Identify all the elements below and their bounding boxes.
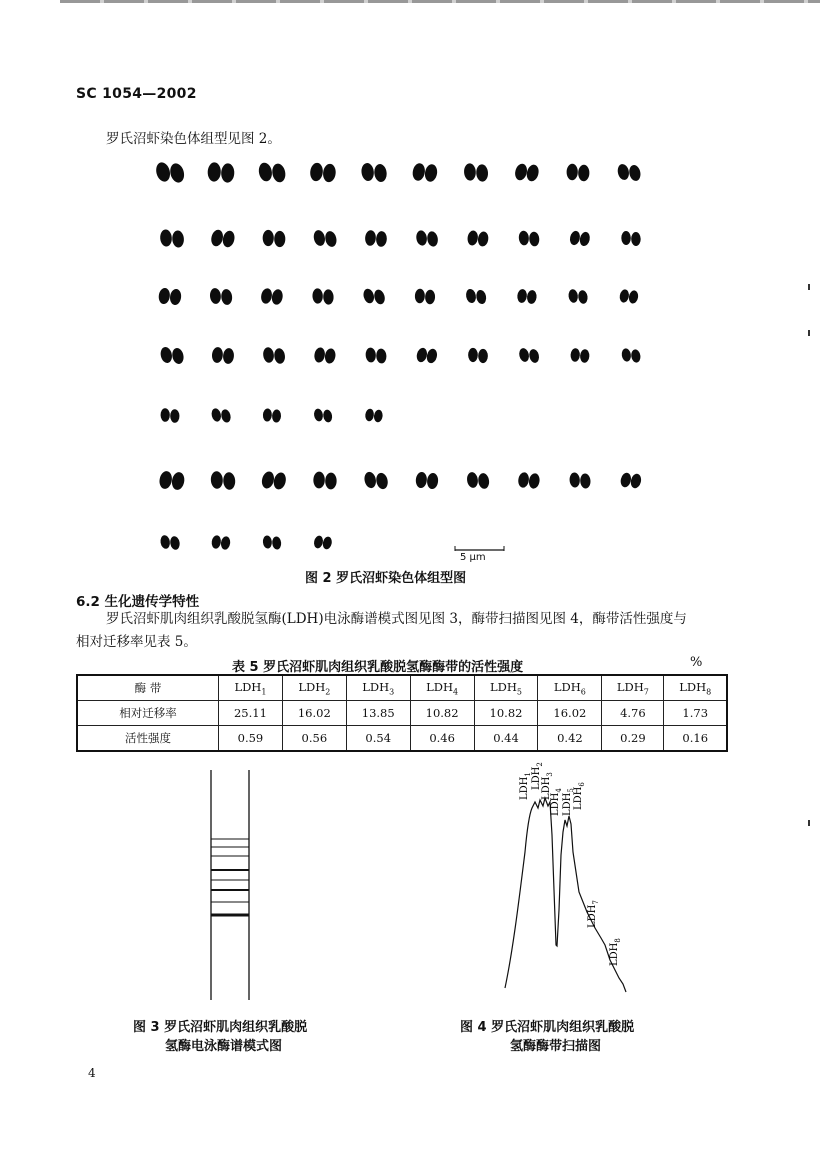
peak-label: $LDH_3$	[541, 772, 554, 800]
table-cell: 0.46	[410, 726, 474, 752]
chromosome-pair	[210, 407, 232, 423]
chromosome-pair	[569, 472, 591, 489]
chromosome-pair	[159, 346, 185, 365]
chromosome-pair	[517, 289, 538, 305]
figure2-caption: 图 2 罗氏沼虾染色体组型图	[305, 571, 467, 586]
section-paragraph-line2: 相对迁移率见表 5。	[76, 634, 197, 650]
chromosome-pair	[411, 162, 438, 182]
chromosome-pair	[257, 162, 287, 184]
figure4-caption-line1: 图 4 罗氏沼虾肌肉组织乳酸脱	[460, 1020, 635, 1035]
table-cell: 10.82	[474, 701, 538, 726]
table-cell: 0.56	[282, 726, 346, 752]
chromosome-pair	[360, 162, 387, 182]
table-row-label: 活性强度	[77, 726, 219, 752]
chromosome-pair	[313, 472, 337, 490]
table-col-header: $LDH_7$	[602, 675, 664, 701]
peak-label: $LDH_5$	[562, 788, 575, 816]
chromosome-pair	[518, 347, 540, 364]
chromosome-pair	[158, 470, 186, 491]
table-col-header: $LDH_1$	[219, 675, 283, 701]
table-col-header: $LDH_3$	[346, 675, 410, 701]
table-cell: 0.16	[664, 726, 727, 752]
chromosome-pair	[513, 162, 540, 182]
intro-text: 罗氏沼虾染色体组型见图 2。	[106, 131, 281, 147]
margin-mark	[808, 820, 810, 826]
chromosome-pair	[211, 535, 231, 550]
peak-label: $LDH_4$	[550, 788, 563, 816]
chromosome-pair	[415, 347, 438, 364]
peak-label: $LDH_1$	[519, 772, 532, 800]
chromosome-pair	[154, 161, 186, 184]
table-row	[77, 726, 727, 752]
table-col-header: $LDH_6$	[538, 675, 602, 701]
chromosome-pair	[467, 230, 490, 247]
table-cell: 0.42	[538, 726, 602, 752]
chromosome-pair	[160, 408, 179, 423]
table-row-label: 相对迁移率	[77, 701, 219, 726]
chromosome-pair	[365, 230, 388, 247]
table-cell: 10.82	[410, 701, 474, 726]
table5-title: 表 5 罗氏沼虾肌肉组织乳酸脱氢酶酶带的活性强度	[232, 660, 524, 675]
chromosome-pair	[465, 288, 487, 305]
ldh-scan-figure	[495, 760, 645, 1000]
table-cell: 16.02	[282, 701, 346, 726]
table-cell: 16.02	[538, 701, 602, 726]
figure4-caption-line2: 氢酶酶带扫描图	[510, 1039, 602, 1054]
chromosome-pair	[365, 347, 387, 364]
page-number: 4	[88, 1066, 96, 1080]
chromosome-pair	[569, 230, 591, 247]
chromosome-pair	[619, 289, 639, 305]
chromosome-pair	[619, 472, 642, 489]
chromosome-pair	[363, 471, 389, 490]
chromosome-pair	[570, 348, 590, 363]
peak-label: $LDH_2$	[531, 762, 544, 790]
table-cell: 1.73	[664, 701, 727, 726]
table-cell: 4.76	[602, 701, 664, 726]
table-cell: 0.44	[474, 726, 538, 752]
chromosome-pair	[518, 230, 540, 246]
chromosome-pair	[415, 472, 439, 490]
chromosome-pair	[466, 471, 490, 489]
chromosome-pair	[312, 288, 334, 305]
figure3-caption-line2: 氢酶电泳酶谱模式图	[165, 1039, 283, 1054]
chromosome-pair	[365, 408, 384, 422]
table-row	[77, 701, 727, 726]
section-heading: 6.2 生化遗传学特性	[76, 594, 200, 610]
karyotype-figure	[140, 150, 660, 550]
chromosome-pair	[262, 347, 286, 365]
chromosome-pair	[160, 535, 181, 550]
chromosome-pair	[262, 535, 281, 550]
table-cell: 0.54	[346, 726, 410, 752]
chromosome-pair	[415, 289, 436, 305]
chromosome-pair	[464, 163, 489, 182]
table-cell: 0.29	[602, 726, 664, 752]
table-col-header: $LDH_5$	[474, 675, 538, 701]
peak-label: $LDH_8$	[609, 938, 622, 966]
page-top-rule	[60, 0, 820, 3]
chromosome-pair	[263, 408, 282, 423]
margin-mark	[808, 330, 810, 336]
table-cell: 25.11	[219, 701, 283, 726]
chromosome-pair	[621, 348, 642, 363]
table-cell: 13.85	[346, 701, 410, 726]
chromosome-pair	[313, 535, 333, 550]
scan-trace	[505, 798, 626, 992]
margin-mark	[808, 284, 810, 290]
chromosome-pair	[313, 347, 336, 365]
table5-unit: %	[690, 655, 703, 670]
table-header-label: 酶 带	[77, 675, 219, 701]
chromosome-pair	[313, 408, 333, 423]
figure3-caption-line1: 图 3 罗氏沼虾肌肉组织乳酸脱	[133, 1020, 308, 1035]
peak-label: $LDH_7$	[587, 900, 600, 928]
table-col-header: $LDH_2$	[282, 675, 346, 701]
chromosome-pair	[616, 163, 642, 182]
chromosome-pair	[621, 231, 641, 246]
chromosome-pair	[211, 347, 234, 365]
chromosome-pair	[158, 287, 182, 305]
chromosome-pair	[207, 162, 234, 183]
chromosome-pair	[517, 472, 540, 490]
chromosome-pair	[568, 289, 589, 305]
chromosome-pair	[210, 229, 236, 249]
chromosome-pair	[312, 229, 338, 248]
chromosome-pair	[260, 287, 284, 305]
scale-bar-label: 5 μm	[460, 552, 486, 563]
chromosome-pair	[362, 288, 386, 306]
table-cell: 0.59	[219, 726, 283, 752]
table5	[76, 674, 728, 752]
electrophoresis-lane	[200, 770, 260, 1000]
peak-label: $LDH_6$	[573, 782, 586, 810]
table-col-header: $LDH_8$	[664, 675, 727, 701]
table-col-header: $LDH_4$	[410, 675, 474, 701]
chromosome-pair	[566, 164, 589, 182]
chromosome-pair	[263, 230, 286, 247]
standard-number: SC 1054—2002	[76, 86, 197, 102]
chromosome-pair	[468, 348, 488, 363]
chromosome-pair	[309, 162, 336, 183]
chromosome-pair	[160, 229, 185, 248]
chromosome-pair	[415, 230, 439, 248]
chromosome-pair	[260, 470, 287, 490]
chromosome-pair	[209, 288, 233, 306]
chromosome-pair	[210, 471, 235, 490]
table-header-row	[77, 675, 727, 701]
section-paragraph-line1: 罗氏沼虾肌肉组织乳酸脱氢酶(LDH)电泳酶谱模式图见图 3，酶带扫描图见图 4，酶带活性强度与	[106, 611, 687, 627]
